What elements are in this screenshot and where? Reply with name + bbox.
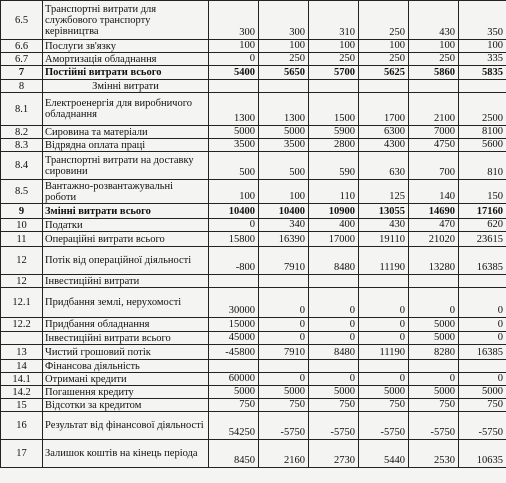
value-cell: 340 bbox=[259, 219, 309, 232]
row-number: 17 bbox=[1, 440, 43, 468]
table-row bbox=[1, 440, 506, 468]
value-cell: 16385 bbox=[459, 247, 506, 275]
value-cell: 5440 bbox=[359, 440, 409, 468]
value-cell: -5750 bbox=[259, 412, 309, 440]
value-cell: 350 bbox=[459, 1, 506, 40]
row-label: Інвестиційні витрати всього bbox=[43, 332, 209, 345]
value-cell: 8480 bbox=[309, 345, 359, 360]
row-number: 8.5 bbox=[1, 180, 43, 204]
value-cell: 700 bbox=[409, 152, 459, 180]
value-cell: 430 bbox=[359, 219, 409, 232]
value-cell: 11190 bbox=[359, 247, 409, 275]
value-cell: 2530 bbox=[409, 440, 459, 468]
value-cell: 5400 bbox=[209, 66, 259, 80]
value-cell: 45000 bbox=[209, 332, 259, 345]
table-row bbox=[1, 360, 506, 373]
table-row bbox=[1, 332, 506, 345]
value-cell: 2160 bbox=[259, 440, 309, 468]
value-cell: 0 bbox=[209, 53, 259, 66]
value-cell: 14690 bbox=[409, 204, 459, 219]
row-number: 10 bbox=[1, 219, 43, 232]
value-cell: 10635 bbox=[459, 440, 506, 468]
table-row bbox=[1, 66, 506, 80]
value-cell: 250 bbox=[409, 53, 459, 66]
value-cell: 750 bbox=[209, 399, 259, 412]
value-cell: 0 bbox=[309, 373, 359, 386]
row-number: 12 bbox=[1, 275, 43, 288]
value-cell: 7910 bbox=[259, 247, 309, 275]
value-cell: 0 bbox=[359, 288, 409, 318]
table-row bbox=[1, 386, 506, 399]
value-cell: 16385 bbox=[459, 345, 506, 360]
value-cell: 0 bbox=[309, 318, 359, 332]
row-number: 11 bbox=[1, 232, 43, 247]
row-label: Відсотки за кредитом bbox=[43, 399, 209, 412]
value-cell: 17000 bbox=[309, 232, 359, 247]
value-cell: 5600 bbox=[459, 139, 506, 152]
value-cell: 0 bbox=[259, 318, 309, 332]
value-cell bbox=[459, 275, 506, 288]
value-cell: 620 bbox=[459, 219, 506, 232]
value-cell: 4750 bbox=[409, 139, 459, 152]
value-cell: 15800 bbox=[209, 232, 259, 247]
value-cell: -5750 bbox=[359, 412, 409, 440]
row-number: 8 bbox=[1, 80, 43, 93]
row-label: Податки bbox=[43, 219, 209, 232]
value-cell: 11190 bbox=[359, 345, 409, 360]
table-row bbox=[1, 219, 506, 232]
value-cell bbox=[459, 80, 506, 93]
value-cell: 17160 bbox=[459, 204, 506, 219]
table-row bbox=[1, 412, 506, 440]
value-cell: 5000 bbox=[409, 318, 459, 332]
row-number: 12 bbox=[1, 247, 43, 275]
table-row bbox=[1, 126, 506, 139]
value-cell: 7000 bbox=[409, 126, 459, 139]
value-cell: 5000 bbox=[259, 126, 309, 139]
table-row bbox=[1, 373, 506, 386]
value-cell: 250 bbox=[309, 53, 359, 66]
value-cell: 2730 bbox=[309, 440, 359, 468]
table-row bbox=[1, 288, 506, 318]
table-row bbox=[1, 53, 506, 66]
row-label: Операційні витрати всього bbox=[43, 232, 209, 247]
value-cell: 300 bbox=[209, 1, 259, 40]
value-cell: 19110 bbox=[359, 232, 409, 247]
row-label: Інвестиційні витрати bbox=[43, 275, 209, 288]
value-cell: 5000 bbox=[459, 386, 506, 399]
value-cell: 2100 bbox=[409, 93, 459, 126]
value-cell: 750 bbox=[259, 399, 309, 412]
value-cell: 10400 bbox=[209, 204, 259, 219]
value-cell: 250 bbox=[259, 53, 309, 66]
value-cell: 5000 bbox=[409, 386, 459, 399]
row-number: 6.6 bbox=[1, 40, 43, 53]
row-label: Придбання землі, нерухомості bbox=[43, 288, 209, 318]
table-row bbox=[1, 93, 506, 126]
row-number: 13 bbox=[1, 345, 43, 360]
value-cell: 16390 bbox=[259, 232, 309, 247]
row-number: 12.2 bbox=[1, 318, 43, 332]
row-label: Залишок коштів на кінець періода bbox=[43, 440, 209, 468]
value-cell: -5750 bbox=[409, 412, 459, 440]
value-cell: 100 bbox=[409, 40, 459, 53]
row-label: Змінні витрати всього bbox=[43, 204, 209, 219]
value-cell: 1300 bbox=[259, 93, 309, 126]
row-number: 8.1 bbox=[1, 93, 43, 126]
row-label: Змінні витрати bbox=[43, 80, 209, 93]
row-number: 8.4 bbox=[1, 152, 43, 180]
row-number: 8.2 bbox=[1, 126, 43, 139]
value-cell: 5000 bbox=[309, 386, 359, 399]
row-label: Погашення кредиту bbox=[43, 386, 209, 399]
table-row bbox=[1, 318, 506, 332]
row-number: 8.3 bbox=[1, 139, 43, 152]
value-cell: 5700 bbox=[309, 66, 359, 80]
value-cell: -5750 bbox=[309, 412, 359, 440]
value-cell: 150 bbox=[459, 180, 506, 204]
value-cell: 750 bbox=[459, 399, 506, 412]
value-cell bbox=[409, 360, 459, 373]
value-cell: 5000 bbox=[409, 332, 459, 345]
row-number: 14.2 bbox=[1, 386, 43, 399]
value-cell: 13280 bbox=[409, 247, 459, 275]
value-cell bbox=[359, 360, 409, 373]
table-row bbox=[1, 247, 506, 275]
value-cell: 400 bbox=[309, 219, 359, 232]
value-cell bbox=[209, 80, 259, 93]
value-cell: 3500 bbox=[209, 139, 259, 152]
value-cell bbox=[209, 275, 259, 288]
row-label: Сировина та матеріали bbox=[43, 126, 209, 139]
row-number: 14.1 bbox=[1, 373, 43, 386]
value-cell: 125 bbox=[359, 180, 409, 204]
value-cell: 0 bbox=[459, 288, 506, 318]
row-number: 12.1 bbox=[1, 288, 43, 318]
value-cell: -800 bbox=[209, 247, 259, 275]
value-cell: 0 bbox=[259, 373, 309, 386]
row-label: Транспортні витрати для службового транспорту керівництва bbox=[43, 1, 209, 40]
value-cell: 4300 bbox=[359, 139, 409, 152]
value-cell: 0 bbox=[259, 332, 309, 345]
row-number bbox=[1, 332, 43, 345]
row-label: Чистий грошовий потік bbox=[43, 345, 209, 360]
value-cell: 5900 bbox=[309, 126, 359, 139]
row-label: Транспортні витрати на доставку сировини bbox=[43, 152, 209, 180]
value-cell: 1700 bbox=[359, 93, 409, 126]
value-cell: 0 bbox=[359, 318, 409, 332]
row-label: Електроенергія для виробничого обладнання bbox=[43, 93, 209, 126]
value-cell: 0 bbox=[359, 373, 409, 386]
value-cell: 100 bbox=[359, 40, 409, 53]
table-row bbox=[1, 399, 506, 412]
value-cell: 250 bbox=[359, 1, 409, 40]
row-label: Амортизація обладнання bbox=[43, 53, 209, 66]
value-cell: 1500 bbox=[309, 93, 359, 126]
table-body bbox=[1, 1, 506, 468]
row-number: 14 bbox=[1, 360, 43, 373]
value-cell: 100 bbox=[459, 40, 506, 53]
value-cell bbox=[409, 80, 459, 93]
value-cell: 15000 bbox=[209, 318, 259, 332]
value-cell: 500 bbox=[259, 152, 309, 180]
value-cell: 100 bbox=[259, 180, 309, 204]
value-cell bbox=[259, 275, 309, 288]
value-cell: 5000 bbox=[209, 386, 259, 399]
value-cell: 0 bbox=[259, 288, 309, 318]
value-cell: 6300 bbox=[359, 126, 409, 139]
row-label: Вантажно-розвантажувальні роботи bbox=[43, 180, 209, 204]
value-cell: 0 bbox=[459, 373, 506, 386]
value-cell: 54250 bbox=[209, 412, 259, 440]
value-cell: 0 bbox=[409, 288, 459, 318]
value-cell: 630 bbox=[359, 152, 409, 180]
value-cell: 8480 bbox=[309, 247, 359, 275]
row-number: 7 bbox=[1, 66, 43, 80]
value-cell: 23615 bbox=[459, 232, 506, 247]
row-number: 6.7 bbox=[1, 53, 43, 66]
row-label: Отримані кредити bbox=[43, 373, 209, 386]
value-cell bbox=[409, 275, 459, 288]
value-cell: 750 bbox=[359, 399, 409, 412]
value-cell: 590 bbox=[309, 152, 359, 180]
value-cell bbox=[259, 360, 309, 373]
table-row bbox=[1, 1, 506, 40]
value-cell: 5650 bbox=[259, 66, 309, 80]
row-label: Потік від операційної діяльності bbox=[43, 247, 209, 275]
value-cell: 0 bbox=[409, 373, 459, 386]
value-cell: 100 bbox=[209, 40, 259, 53]
value-cell: 810 bbox=[459, 152, 506, 180]
value-cell: 0 bbox=[459, 318, 506, 332]
row-number: 15 bbox=[1, 399, 43, 412]
value-cell: 500 bbox=[209, 152, 259, 180]
table-row bbox=[1, 345, 506, 360]
value-cell: 1300 bbox=[209, 93, 259, 126]
value-cell: 0 bbox=[309, 288, 359, 318]
value-cell: 7910 bbox=[259, 345, 309, 360]
value-cell: 310 bbox=[309, 1, 359, 40]
table-row bbox=[1, 275, 506, 288]
row-label: Результат від фінансової діяльності bbox=[43, 412, 209, 440]
value-cell: 300 bbox=[259, 1, 309, 40]
value-cell: 5835 bbox=[459, 66, 506, 80]
value-cell: 0 bbox=[459, 332, 506, 345]
value-cell bbox=[359, 80, 409, 93]
row-number: 6.5 bbox=[1, 1, 43, 40]
table-row bbox=[1, 139, 506, 152]
value-cell: 8450 bbox=[209, 440, 259, 468]
value-cell: 21020 bbox=[409, 232, 459, 247]
row-number: 16 bbox=[1, 412, 43, 440]
table-row bbox=[1, 40, 506, 53]
value-cell: 335 bbox=[459, 53, 506, 66]
value-cell: 5860 bbox=[409, 66, 459, 80]
value-cell: 13055 bbox=[359, 204, 409, 219]
value-cell: 2500 bbox=[459, 93, 506, 126]
value-cell: 0 bbox=[309, 332, 359, 345]
value-cell: 8280 bbox=[409, 345, 459, 360]
value-cell: 5000 bbox=[259, 386, 309, 399]
value-cell bbox=[359, 275, 409, 288]
value-cell bbox=[309, 275, 359, 288]
value-cell: 60000 bbox=[209, 373, 259, 386]
value-cell: 10900 bbox=[309, 204, 359, 219]
table-row bbox=[1, 232, 506, 247]
value-cell: 750 bbox=[309, 399, 359, 412]
value-cell: 100 bbox=[259, 40, 309, 53]
value-cell: 100 bbox=[209, 180, 259, 204]
row-number: 9 bbox=[1, 204, 43, 219]
row-label: Фінансова діяльність bbox=[43, 360, 209, 373]
row-label: Послуги зв'язку bbox=[43, 40, 209, 53]
value-cell: 100 bbox=[309, 40, 359, 53]
value-cell: 470 bbox=[409, 219, 459, 232]
value-cell: -5750 bbox=[459, 412, 506, 440]
row-label: Відрядна оплата праці bbox=[43, 139, 209, 152]
value-cell: 8100 bbox=[459, 126, 506, 139]
value-cell: 3500 bbox=[259, 139, 309, 152]
value-cell: 750 bbox=[409, 399, 459, 412]
value-cell: 30000 bbox=[209, 288, 259, 318]
row-label: Придбання обладнання bbox=[43, 318, 209, 332]
value-cell: 5000 bbox=[209, 126, 259, 139]
value-cell bbox=[209, 360, 259, 373]
value-cell bbox=[309, 360, 359, 373]
value-cell: 10400 bbox=[259, 204, 309, 219]
table-row bbox=[1, 152, 506, 180]
value-cell: 250 bbox=[359, 53, 409, 66]
table-row bbox=[1, 204, 506, 219]
value-cell: 430 bbox=[409, 1, 459, 40]
value-cell: 110 bbox=[309, 180, 359, 204]
value-cell bbox=[259, 80, 309, 93]
value-cell: -45800 bbox=[209, 345, 259, 360]
value-cell: 0 bbox=[359, 332, 409, 345]
table-row bbox=[1, 80, 506, 93]
value-cell bbox=[309, 80, 359, 93]
value-cell: 5000 bbox=[359, 386, 409, 399]
value-cell bbox=[459, 360, 506, 373]
value-cell: 0 bbox=[209, 219, 259, 232]
value-cell: 140 bbox=[409, 180, 459, 204]
row-label: Постійні витрати всього bbox=[43, 66, 209, 80]
table-row bbox=[1, 180, 506, 204]
value-cell: 5625 bbox=[359, 66, 409, 80]
value-cell: 2800 bbox=[309, 139, 359, 152]
